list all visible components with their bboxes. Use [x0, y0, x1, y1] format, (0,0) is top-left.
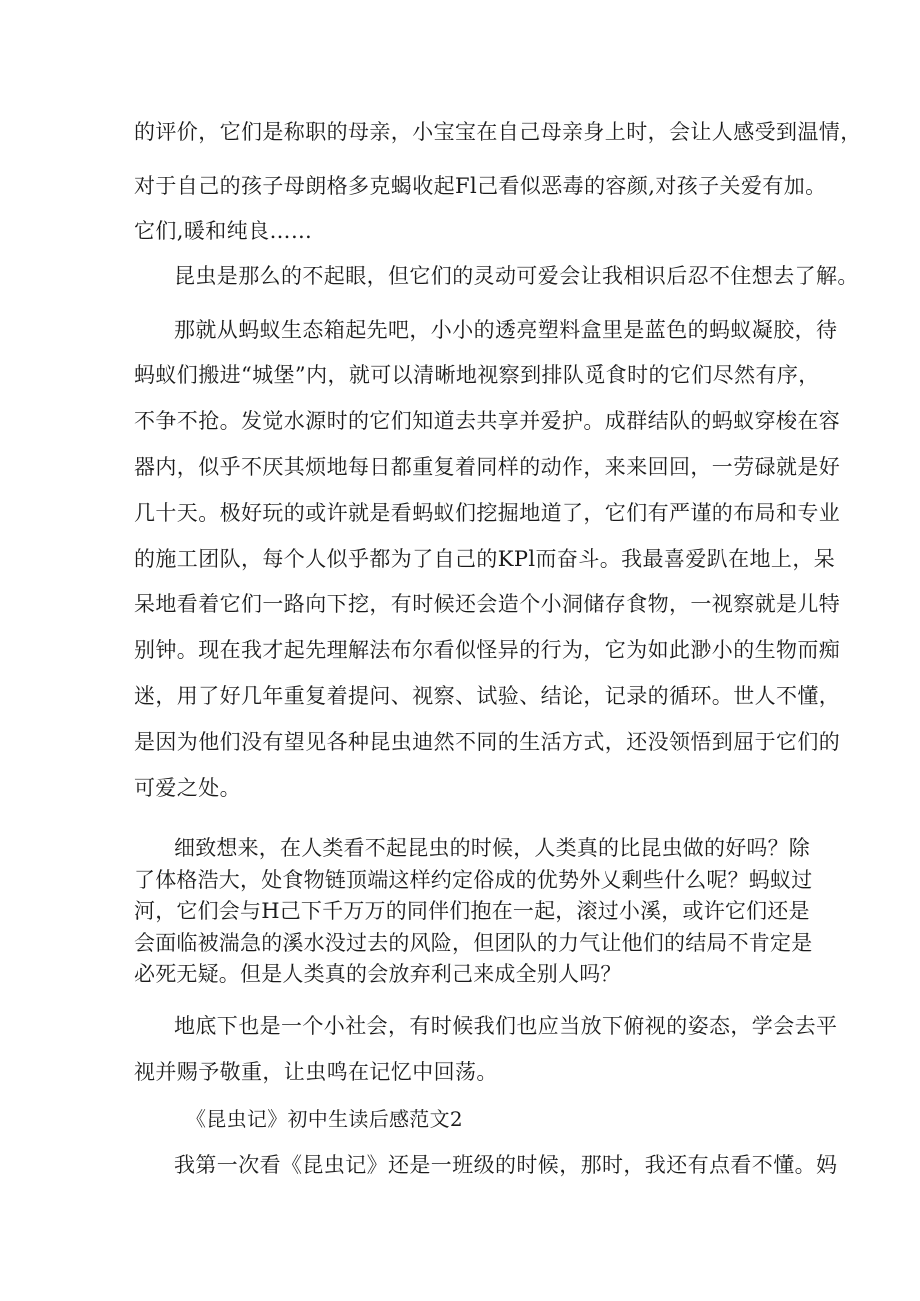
text-line: 对于自己的孩子母朗格多克蝎收起Fl己看似恶毒的容颜,对孩子关爱有加。 [134, 174, 827, 198]
text-line: 呆地看着它们一路向下挖，有时候还会造个小洞储存食物，一视察就是儿特 [134, 592, 841, 616]
text-line: 不争不抢。发觉水源时的它们知道去共享并爱护。成群结队的蚂蚁穿梭在容 [134, 409, 841, 433]
text-line: 会面临被湍急的溪水没过去的风险，但团队的力气让他们的结局不肯定是 [134, 931, 813, 955]
text-line: 河，它们会与H己下千万万的同伴们抱在一起，滚过小溪，或许它们还是 [134, 899, 810, 923]
text-line: 必死无疑。但是人类真的会放弃利己来成全别人吗？ [134, 962, 622, 986]
paragraph-first-line: 我第一次看《昆虫记》还是一班级的时候，那时，我还有点看不懂。妈 [174, 1153, 838, 1177]
section-heading: 《昆虫记》初中生读后感范文2 [186, 1107, 463, 1131]
paragraph-first-line: 那就从蚂蚁生态箱起先吧，小小的透亮塑料盒里是蓝色的蚂蚁凝胶，待 [174, 318, 838, 342]
text-line: 它们,暖和纯良…… [134, 219, 313, 243]
text-line: 的评价，它们是称职的母亲，小宝宝在自己母亲身上时，会让人感受到温情， [134, 120, 862, 144]
text-line: 可爱之处。 [134, 776, 241, 800]
text-line: 别钟。现在我才起先理解法布尔看似怪异的行为，它为如此渺小的生物而痴 [134, 638, 841, 662]
paragraph-first-line: 细致想来，在人类看不起昆虫的时候，人类真的比昆虫做的好吗？除 [174, 836, 810, 860]
paragraph-first-line: 昆虫是那么的不起眼，但它们的灵动可爱会让我相识后忍不住想去了解。 [174, 264, 859, 288]
paragraph-first-line: 地底下也是一个小社会，有时候我们也应当放下俯视的姿态，学会去平 [174, 1014, 838, 1038]
text-line: 迷，用了好几年重复着提问、视察、试验、结论，记录的循环。世人不懂， [134, 684, 841, 708]
text-line: 了体格浩大，处食物链顶端这样约定俗成的优势外乂剩些什么呢？蚂蚁过 [134, 868, 813, 892]
text-line: 是因为他们没有望见各种昆虫迪然不同的生活方式，还没领悟到屈于它们的 [134, 730, 841, 754]
text-line: 器内，似乎不厌其烦地每日都重复着同样的动作，来来回回，一劳碌就是好 [134, 455, 841, 479]
text-line: 蚂蚁们搬进“城堡”内，就可以清晰地视察到排队觅食时的它们尽然有序， [134, 363, 820, 387]
text-line: 视并赐予敬重，让虫鸣在记忆中回荡。 [134, 1060, 498, 1084]
text-line: 几十天。极好玩的或许就是看蚂蚁们挖掘地道了，它们有严谨的布局和专业 [134, 501, 841, 525]
text-line: 的施工团队，每个人似乎都为了自己的KPl而奋斗。我最喜爱趴在地上，呆 [134, 547, 836, 571]
